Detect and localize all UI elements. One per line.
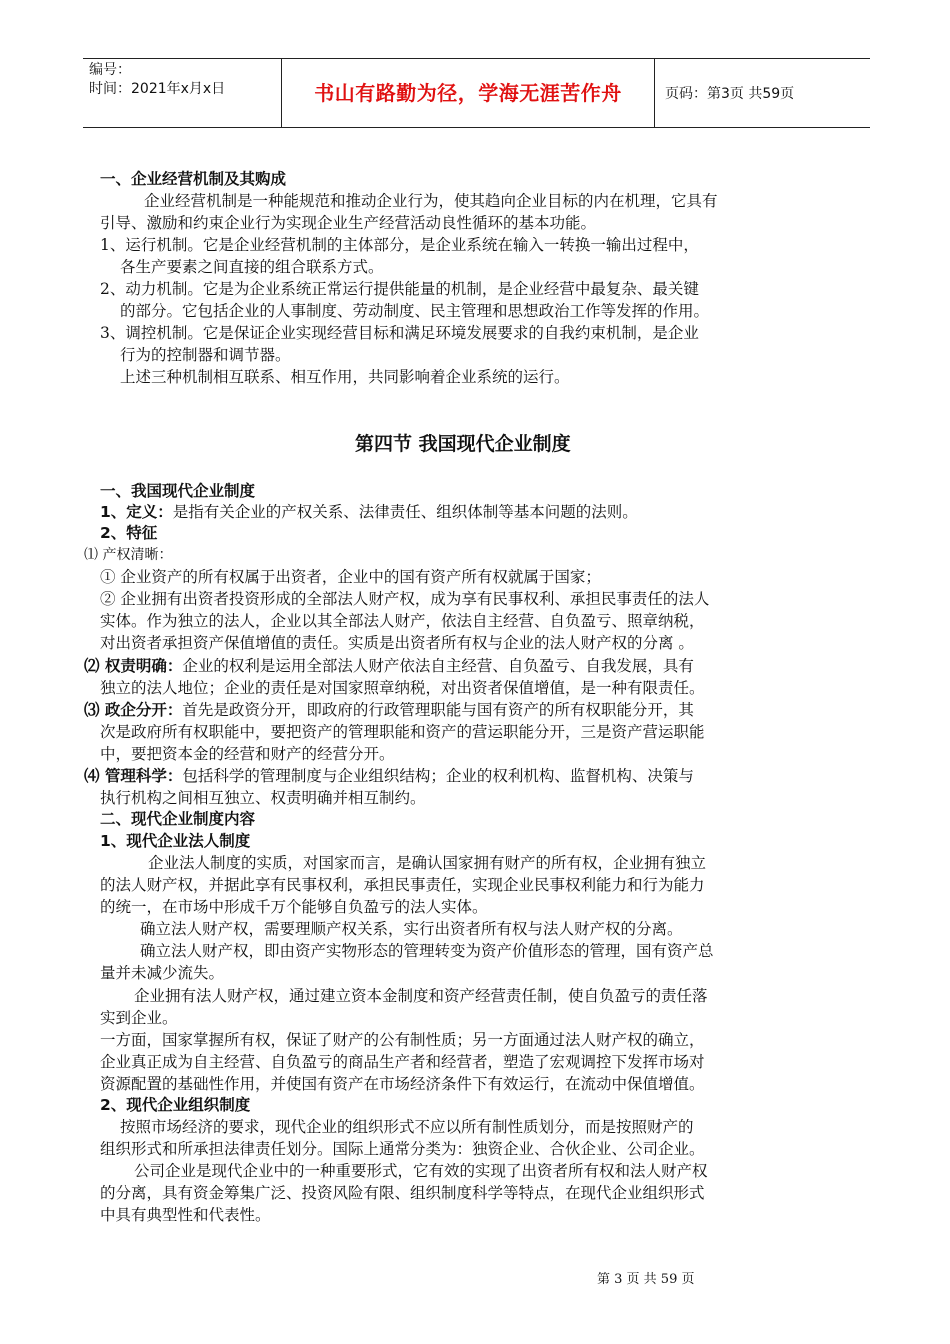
- paragraph-line: [84, 765, 694, 787]
- paragraph-line: 企业经营机制是一种能规范和推动企业行为，使其趋向企业目标的内在机理，它具有: [144, 192, 718, 210]
- heading: 二、现代企业制度内容: [100, 810, 256, 828]
- paragraph-line: 企业法人制度的实质，对国家而言，是确认国家拥有财产的所有权，企业拥有独立: [148, 854, 707, 872]
- heading: 一、我国现代企业制度: [100, 482, 256, 500]
- paragraph-line: 执行机构之间相互独立、权责明确并相互制约。: [100, 789, 426, 807]
- paragraph-line: 对出资者承担资产保值增值的责任。实质是出资者所有权与企业的法人财产权的分离 。: [100, 634, 694, 652]
- paragraph-line: 3、调控机制。它是保证企业实现经营目标和满足环境发展要求的自我约束机制，是企业: [100, 324, 699, 342]
- paragraph-line: 各生产要素之间直接的组合联系方式。: [120, 258, 384, 276]
- paragraph-line: 独立的法人地位；企业的责任是对国家照章纳税，对出资者保值增值，是一种有限责任。: [100, 679, 705, 697]
- paragraph-line: [84, 699, 694, 721]
- paragraph-line: 企业拥有法人财产权，通过建立资本金制度和资产经营责任制，使自负盈亏的责任落: [134, 987, 708, 1005]
- page-header: [83, 58, 870, 128]
- header-page-info: 页码：第3页 共59页: [665, 86, 795, 102]
- paragraph-line: 次是政府所有权职能中，要把资产的管理职能和资产的营运职能分开，三是资产营运职能: [100, 723, 705, 741]
- paragraph-line: 公司企业是现代企业中的一种重要形式，它有效的实现了出资者所有权和法人财产权: [134, 1162, 708, 1180]
- paragraph-line: 确立法人财产权，即由资产实物形态的管理转变为资产价值形态的管理，国有资产总: [140, 942, 714, 960]
- paragraph-line: 企业真正成为自主经营、自负盈亏的商品生产者和经营者，塑造了宏观调控下发挥市场对: [100, 1053, 705, 1071]
- definition: 是指有关企业的产权关系、法律责任、组织体制等基本问题的法则。: [172, 503, 638, 521]
- section-title: 第四节 我国现代企业制度: [355, 433, 571, 455]
- paragraph-line: 上述三种机制相互联系、相互作用，共同影响着企业系统的运行。: [120, 368, 570, 386]
- paragraph-line: 的分离，具有资金筹集广泛、投资风险有限、组织制度科学等特点，在现代企业组织形式: [100, 1184, 705, 1202]
- term: 1、定义：: [100, 503, 173, 521]
- paragraph-line: 按照市场经济的要求，现代企业的组织形式不应以所有制性质划分，而是按照财产的: [120, 1118, 694, 1136]
- paragraph-line: [84, 655, 694, 677]
- number-label: 编号：: [89, 62, 131, 78]
- term-text: 首先是政资分开，即政府的行政管理职能与国有资产的所有权职能分开，其: [182, 701, 694, 719]
- time-label: 时间：2021年x月x日: [89, 81, 226, 97]
- term: ⑵ 权责明确：: [84, 657, 183, 675]
- term: ⑷ 管理科学：: [84, 767, 183, 785]
- paragraph-line: 一方面，国家掌握所有权，保证了财产的公有制性质；另一方面通过法人财产权的确立，: [100, 1031, 705, 1049]
- paragraph-line: 的法人财产权，并据此享有民事权利，承担民事责任，实现企业民事权利能力和行为能力: [100, 876, 705, 894]
- paragraph-line: ② 企业拥有出资者投资形成的全部法人财产权，成为享有民事权利、承担民事责任的法人: [100, 590, 710, 608]
- paragraph-line: 组织形式和所承担法律责任划分。国际上通常分类为：独资企业、合伙企业、公司企业。: [100, 1140, 705, 1158]
- heading: 2、特征: [100, 524, 158, 542]
- heading: 一、企业经营机制及其购成: [100, 170, 287, 188]
- term-text: 企业的权利是运用全部法人财产依法自主经营、自负盈亏、自我发展，具有: [182, 657, 694, 675]
- paragraph-line: 的部分。它包括企业的人事制度、劳动制度、民主管理和思想政治工作等发挥的作用。: [120, 302, 710, 320]
- paragraph-line: [100, 501, 638, 523]
- header-meta: [89, 61, 225, 99]
- paragraph-line: 行为的控制器和调节器。: [120, 346, 291, 364]
- page-footer: 第 3 页 共 59 页: [597, 1272, 695, 1287]
- paragraph-line: 实到企业。: [100, 1009, 178, 1027]
- heading: 2、现代企业组织制度: [100, 1096, 251, 1114]
- heading: 1、现代企业法人制度: [100, 832, 251, 850]
- paragraph-line: 中，要把资本金的经营和财产的经营分开。: [100, 745, 395, 763]
- subheading: ⑴ 产权清晰：: [84, 547, 173, 563]
- header-motto: 书山有路勤为径，学海无涯苦作舟: [314, 81, 622, 105]
- paragraph-line: 量并未减少流失。: [100, 964, 225, 982]
- header-divider: [654, 59, 655, 127]
- paragraph-line: 2、动力机制。它是为企业系统正常运行提供能量的机制，是企业经营中最复杂、最关键: [100, 280, 699, 298]
- term-text: 包括科学的管理制度与企业组织结构；企业的权利机构、监督机构、决策与: [182, 767, 694, 785]
- paragraph-line: ① 企业资产的所有权属于出资者，企业中的国有资产所有权就属于国家；: [100, 568, 601, 586]
- paragraph-line: 实体。作为独立的法人，企业以其全部法人财产，依法自主经营、自负盈亏、照章纳税，: [100, 612, 705, 630]
- paragraph-line: 中具有典型性和代表性。: [100, 1206, 271, 1224]
- paragraph-line: 引导、激励和约束企业行为实现企业生产经营活动良性循环的基本功能。: [100, 214, 597, 232]
- paragraph-line: 1、运行机制。它是企业经营机制的主体部分，是企业系统在输入一转换一输出过程中，: [100, 236, 699, 254]
- term: ⑶ 政企分开：: [84, 701, 183, 719]
- paragraph-line: 资源配置的基础性作用，并使国有资产在市场经济条件下有效运行，在流动中保值增值。: [100, 1075, 705, 1093]
- paragraph-line: 的统一，在市场中形成千万个能够自负盈亏的法人实体。: [100, 898, 488, 916]
- paragraph-line: 确立法人财产权，需要理顺产权关系，实行出资者所有权与法人财产权的分离。: [140, 920, 683, 938]
